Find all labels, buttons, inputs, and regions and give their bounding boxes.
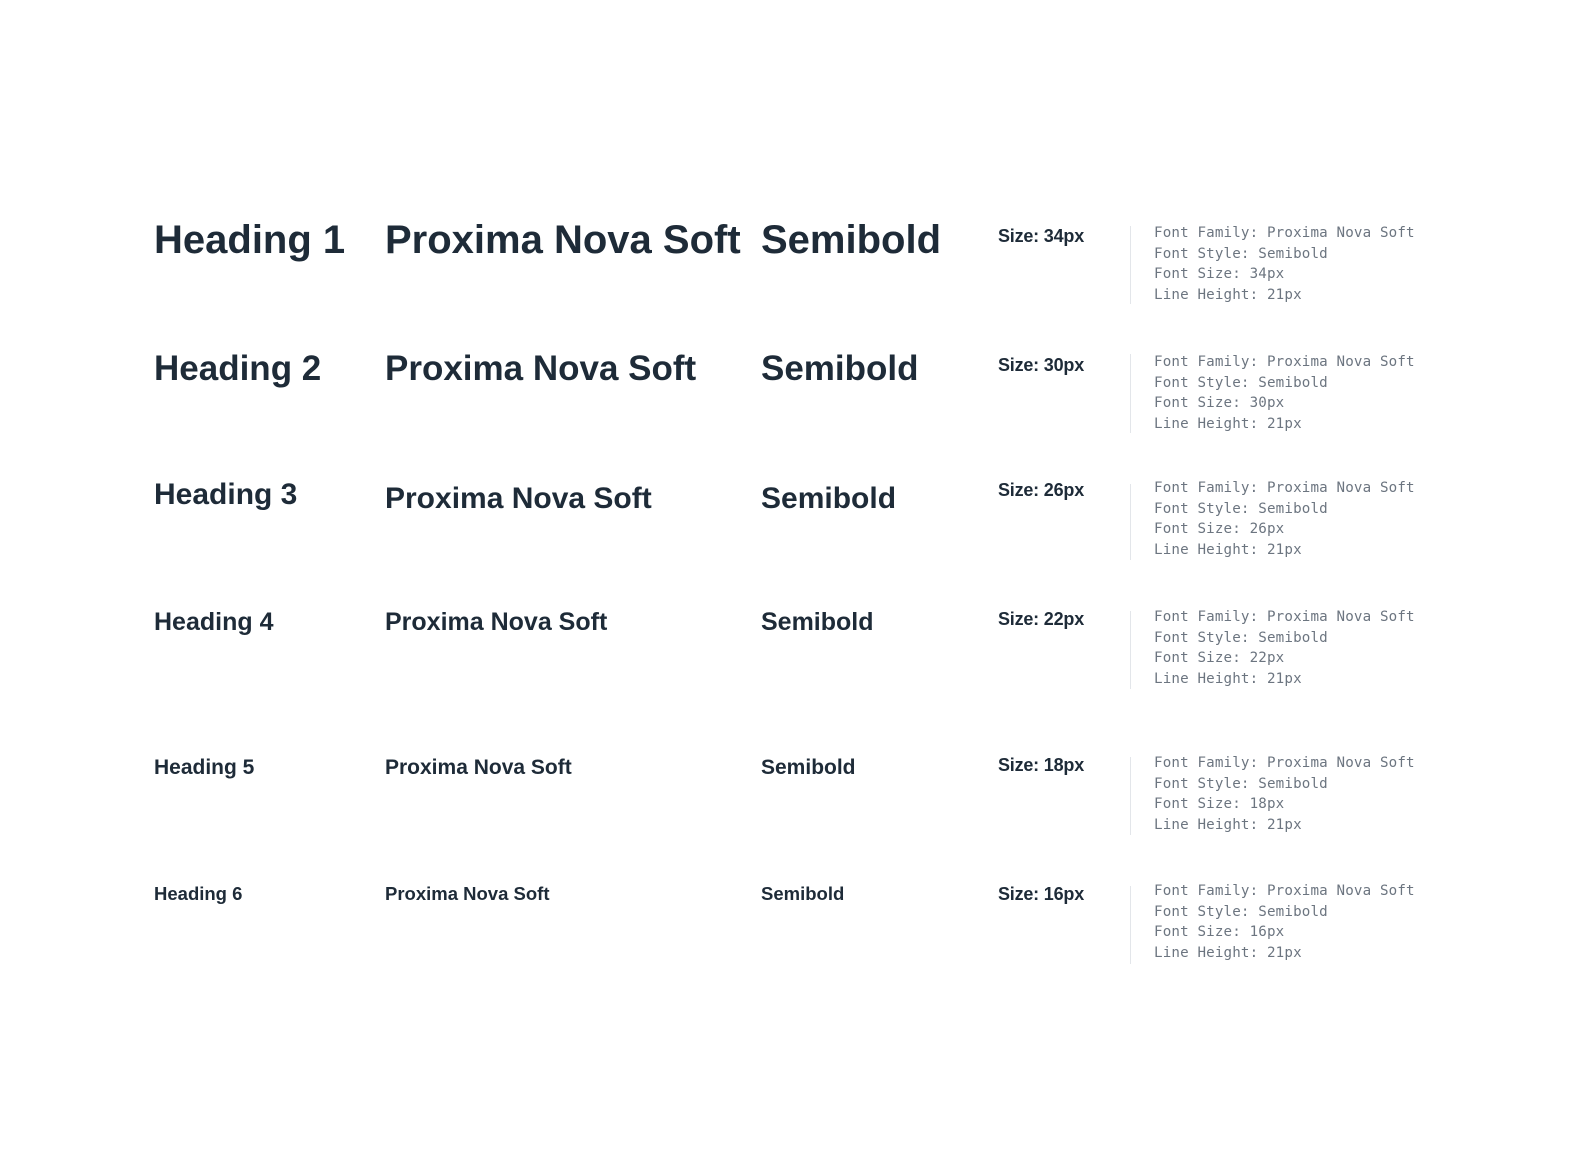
spec-font-family: Font Family: Proxima Nova Soft <box>1154 609 1415 625</box>
spec-line-height: Line Height: 21px <box>1154 541 1302 558</box>
divider <box>1130 611 1131 689</box>
spec-block <box>1154 607 1415 689</box>
font-style-sample: Semibold <box>761 608 874 636</box>
font-family-sample: Proxima Nova Soft <box>385 349 697 388</box>
spec-font-family: Font Family: Proxima Nova Soft <box>1154 354 1415 370</box>
spec-line-height: Line Height: 21px <box>1154 670 1302 687</box>
spec-font-size: Font Size: 18px <box>1154 796 1285 812</box>
divider <box>1130 484 1131 560</box>
spec-line-height: Line Height: 21px <box>1154 415 1302 432</box>
spec-font-size: Font Size: 26px <box>1154 521 1285 537</box>
size-label: Size: 18px <box>997 755 1085 775</box>
font-style-sample: Semibold <box>761 756 856 779</box>
spec-font-family: Font Family: Proxima Nova Soft <box>1154 225 1415 241</box>
size-label: Size: 34px <box>997 226 1085 246</box>
font-style-sample: Semibold <box>761 349 919 388</box>
font-family-sample: Proxima Nova Soft <box>385 218 741 262</box>
heading-name: Heading 2 <box>154 349 322 388</box>
spec-font-size: Font Size: 16px <box>1154 924 1285 940</box>
size-label: Size: 26px <box>997 480 1085 500</box>
spec-font-style: Font Style: Semibold <box>1154 500 1328 517</box>
spec-line-height: Line Height: 21px <box>1154 816 1302 833</box>
size-label: Size: 22px <box>997 609 1085 629</box>
heading-name: Heading 3 <box>154 478 298 511</box>
font-style-sample: Semibold <box>761 883 845 904</box>
font-family-sample: Proxima Nova Soft <box>385 482 652 515</box>
heading-name: Heading 4 <box>154 608 274 636</box>
spec-font-style: Font Style: Semibold <box>1154 629 1328 646</box>
spec-font-style: Font Style: Semibold <box>1154 245 1328 262</box>
size-label: Size: 30px <box>997 355 1085 375</box>
spec-font-family: Font Family: Proxima Nova Soft <box>1154 883 1415 899</box>
heading-name: Heading 6 <box>154 883 243 904</box>
spec-block <box>1154 478 1415 560</box>
spec-font-size: Font Size: 34px <box>1154 266 1285 282</box>
font-family-sample: Proxima Nova Soft <box>385 883 550 904</box>
spec-block <box>1154 352 1415 434</box>
font-style-sample: Semibold <box>761 482 897 515</box>
size-label: Size: 16px <box>997 884 1085 904</box>
divider <box>1130 757 1131 835</box>
spec-font-style: Font Style: Semibold <box>1154 374 1328 391</box>
spec-block <box>1154 753 1415 835</box>
spec-font-size: Font Size: 22px <box>1154 650 1285 666</box>
spec-line-height: Line Height: 21px <box>1154 286 1302 303</box>
spec-font-family: Font Family: Proxima Nova Soft <box>1154 480 1415 496</box>
heading-name: Heading 5 <box>154 756 255 779</box>
spec-block <box>1154 223 1415 305</box>
heading-name: Heading 1 <box>154 218 346 262</box>
divider <box>1130 226 1131 304</box>
font-family-sample: Proxima Nova Soft <box>385 756 572 779</box>
spec-block <box>1154 881 1415 963</box>
font-family-sample: Proxima Nova Soft <box>385 608 608 636</box>
spec-font-size: Font Size: 30px <box>1154 395 1285 411</box>
font-style-sample: Semibold <box>761 218 942 262</box>
spec-font-style: Font Style: Semibold <box>1154 775 1328 792</box>
divider <box>1130 886 1131 964</box>
spec-line-height: Line Height: 21px <box>1154 944 1302 961</box>
spec-font-family: Font Family: Proxima Nova Soft <box>1154 755 1415 771</box>
spec-font-style: Font Style: Semibold <box>1154 903 1328 920</box>
divider <box>1130 354 1131 433</box>
